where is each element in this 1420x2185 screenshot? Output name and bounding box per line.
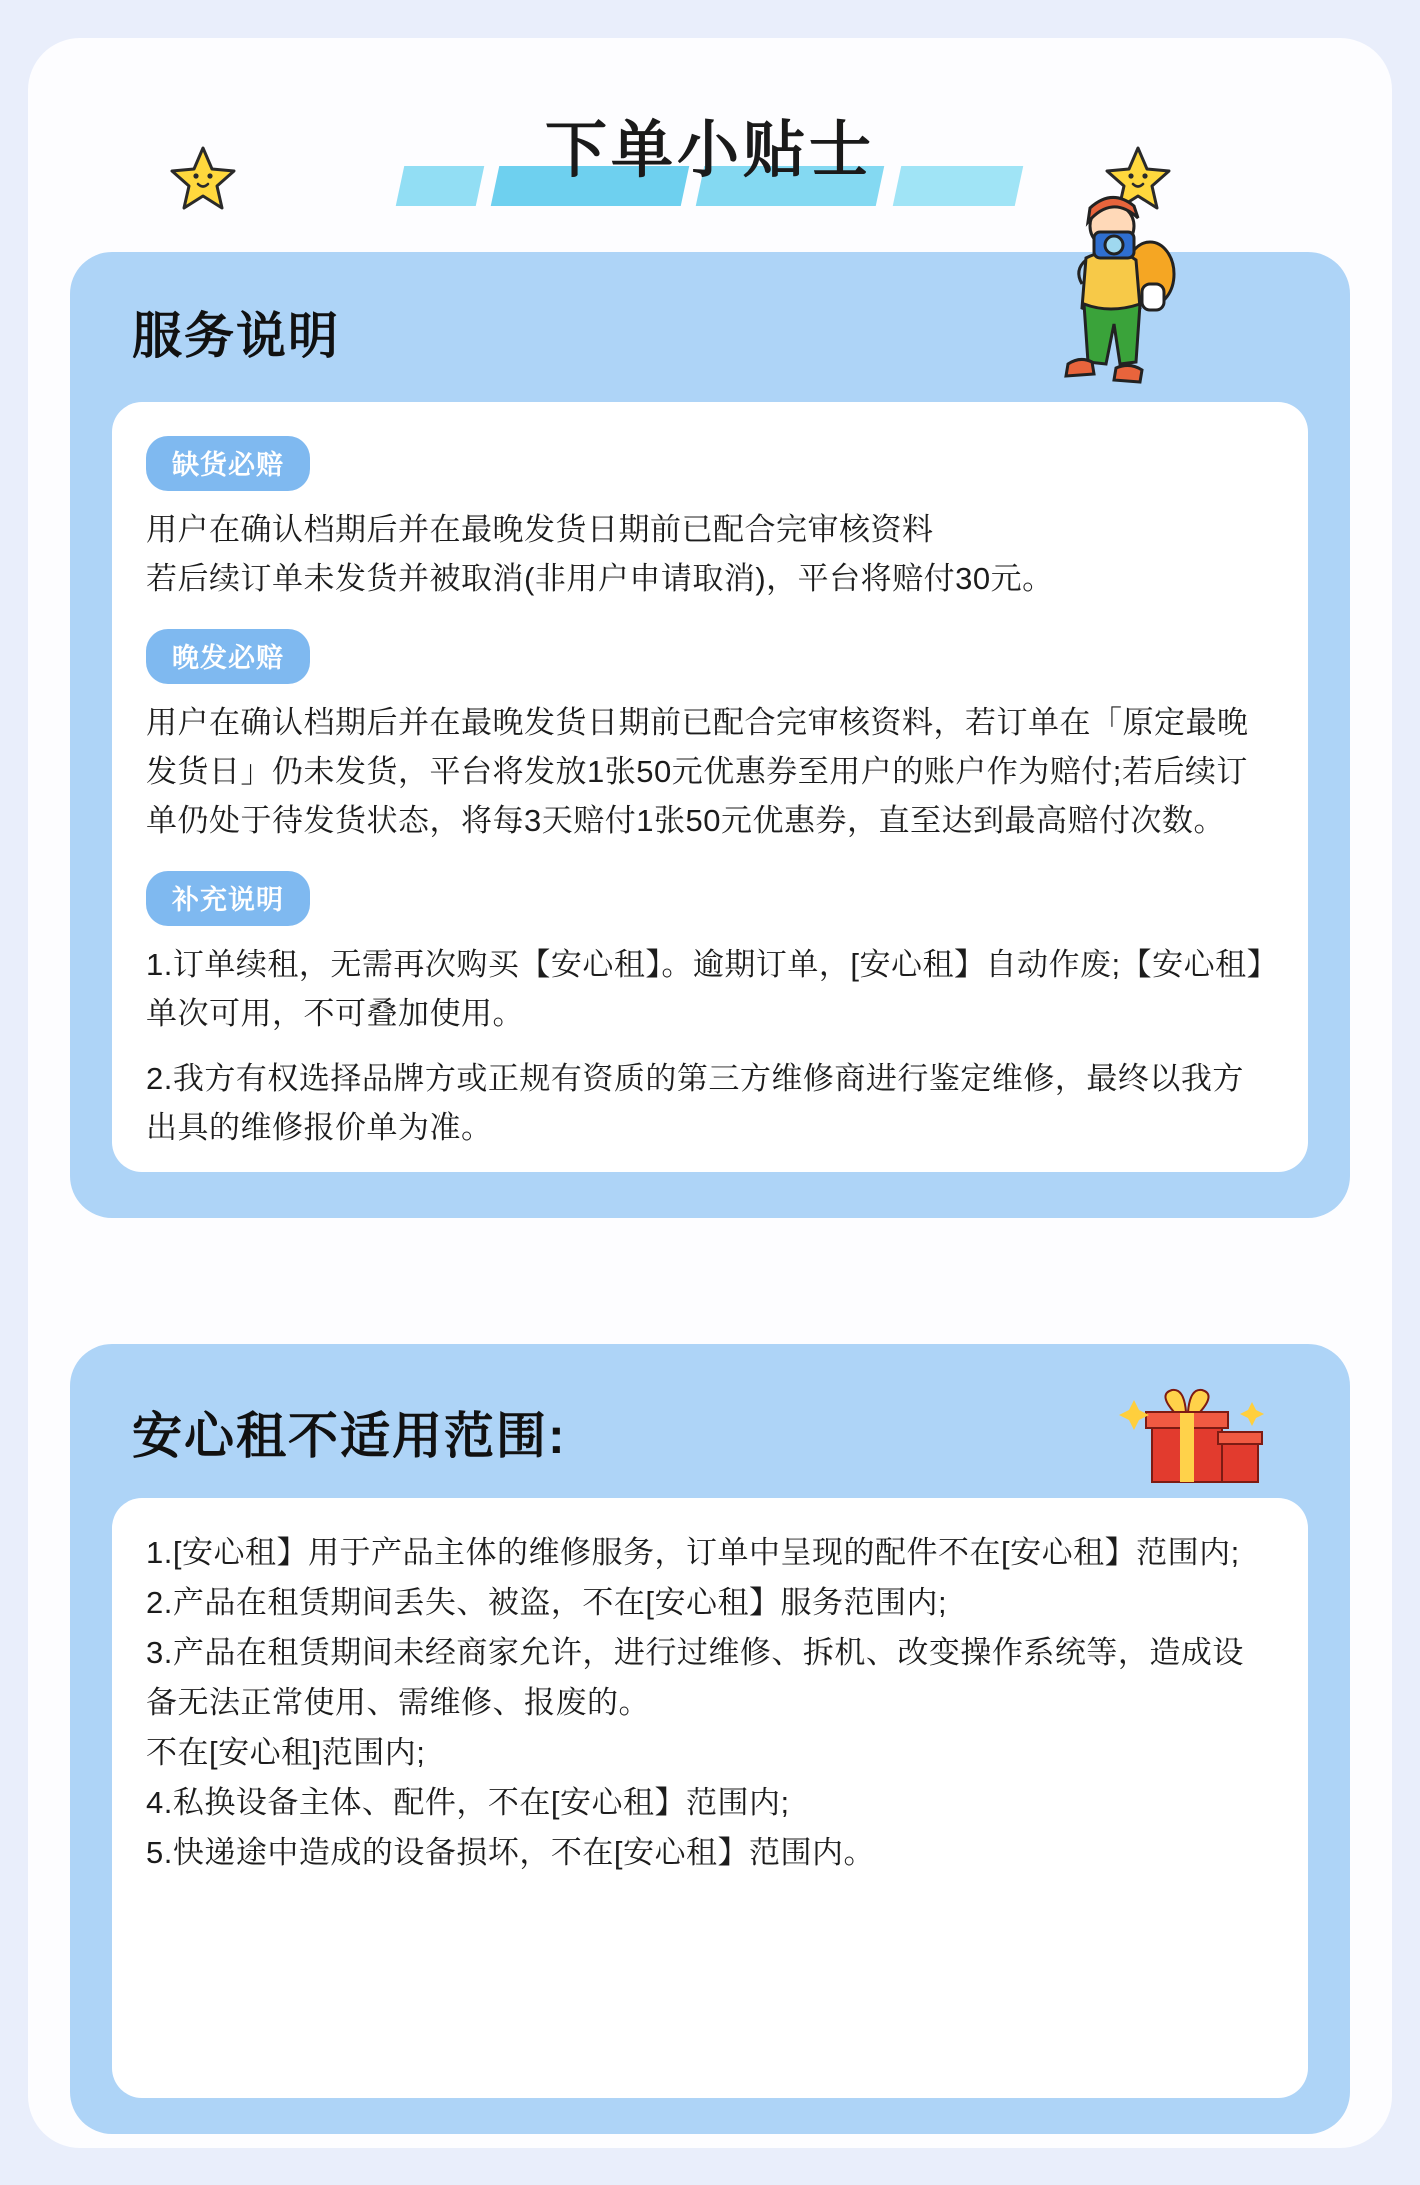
exclusions-card-title: 安心租不适用范围: xyxy=(132,1408,567,1464)
exclusion-line: 3.产品在租赁期间未经商家允许，进行过维修、拆机、改变操作系统等，造成设备无法正常使用、需维修、报废的。 xyxy=(146,1635,1244,1720)
content-sheet xyxy=(28,38,1392,2148)
service-card-body xyxy=(112,402,1308,1172)
section-text: 1.订单续租，无需再次购买【安心租】。逾期订单，[安心租】自动作废;【安心租】单次可用，不可叠加使用。 xyxy=(146,947,1263,1031)
section-text: 若后续订单未发货并被取消(非用户申请取消)，平台将赔付30元。 xyxy=(146,561,1054,596)
section-late-shipping xyxy=(146,629,1274,845)
page-title: 下单小贴士 xyxy=(544,116,875,185)
section-text: 2.我方有权选择品牌方或正规有资质的第三方维修商进行鉴定维修，最终以我方出具的维修报价单为准。 xyxy=(146,1061,1244,1145)
exclusion-line: 不在[安心租]范围内; xyxy=(146,1735,426,1770)
badge-additional-notes: 补充说明 xyxy=(146,871,310,926)
service-card-title: 服务说明 xyxy=(132,308,340,364)
section-out-of-stock xyxy=(146,436,1274,603)
title-wrap xyxy=(400,108,1020,218)
exclusion-line: 2.产品在租赁期间丢失、被盗，不在[安心租】服务范围内; xyxy=(146,1585,948,1620)
badge-out-of-stock: 缺货必赔 xyxy=(146,436,310,491)
section-text: 用户在确认档期后并在最晚发货日期前已配合完审核资料 xyxy=(146,512,934,547)
exclusion-line: 1.[安心租】用于产品主体的维修服务，订单中呈现的配件不在[安心租】范围内; xyxy=(146,1535,1240,1570)
exclusion-line: 5.快递途中造成的设备损坏，不在[安心租】范围内。 xyxy=(146,1835,875,1870)
exclusions-card xyxy=(70,1344,1350,2134)
section-additional-notes xyxy=(146,871,1274,1152)
traveler-photographer-illustration xyxy=(1038,188,1198,398)
gift-box-icon xyxy=(1112,1382,1272,1492)
exclusion-line: 4.私换设备主体、配件，不在[安心租】范围内; xyxy=(146,1785,790,1820)
badge-late-shipping: 晚发必赔 xyxy=(146,629,310,684)
section-text: 用户在确认档期后并在最晚发货日期前已配合完审核资料，若订单在「原定最晚发货日」仍未发货，平台将发放1张50元优惠券至用户的账户作为赔付;若后续订单仍处于待发货状态，将每3天赔付1张50元优惠券，直至达到最高赔付次数。 xyxy=(146,705,1249,838)
exclusions-card-body xyxy=(112,1498,1308,2098)
